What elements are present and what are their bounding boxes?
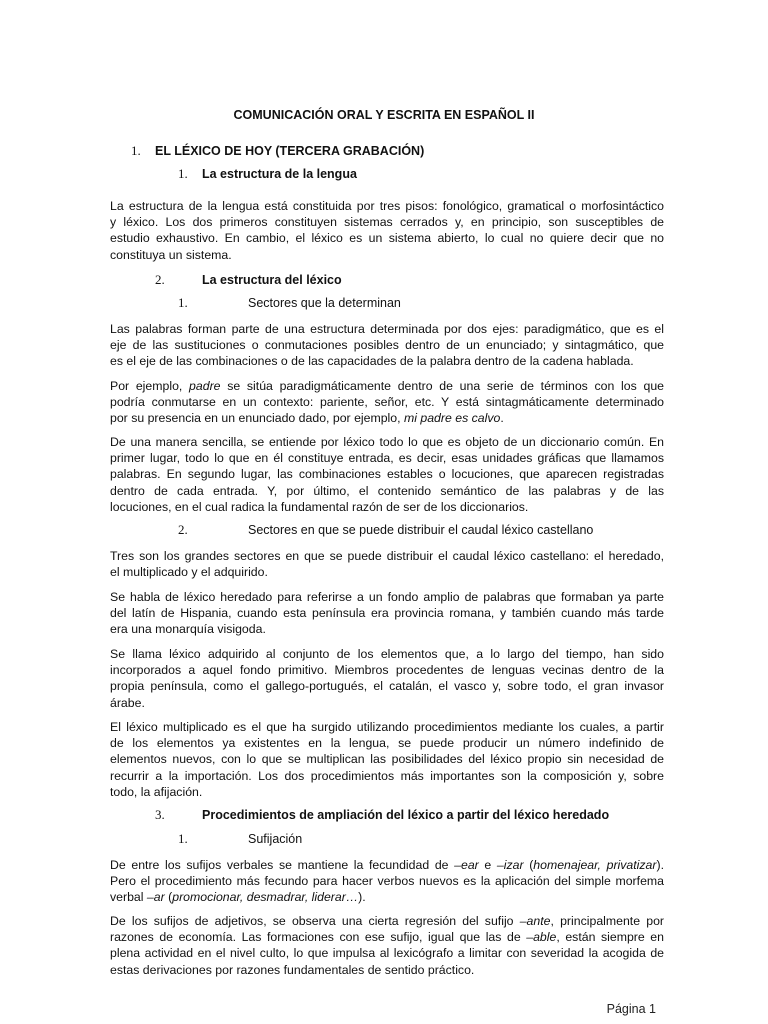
paragraph-line: es el eje de las combinaciones o de las capacidades de la palabra dentro de la cadena hablada.	[110, 354, 634, 369]
paragraph-line: Se llama léxico adquirido al conjunto de los elementos que, a lo largo del tiempo, han sido	[110, 647, 664, 661]
paragraph-line: podría conmutarse en un contexto: pariente, señor, etc. Y está sintagmáticamente determinado	[110, 395, 664, 410]
paragraph	[110, 857, 664, 906]
italic-term: –ar	[146, 890, 165, 905]
paragraph-line: y léxico. Los dos primeros constituyen sistemas cerrados y, en principio, son susceptibles de	[110, 215, 664, 230]
paragraph-line: Tres son los grandes sectores en que se puede distribuir el caudal léxico castellano: el heredado,	[110, 549, 664, 563]
paragraph-line: Las palabras forman parte de una estructura determinada por dos ejes: paradigmático, que es el	[110, 322, 664, 336]
subsubsection-number: 2.	[178, 522, 188, 537]
paragraph-line: El léxico multiplicado es el que ha surgido utilizando procedimientos mediante los cuales, a partir	[110, 720, 664, 734]
text-run: , principalmente por	[550, 914, 665, 928]
text-run: , están siempre en	[556, 930, 664, 945]
subsection-number: 1.	[178, 166, 188, 181]
italic-term: mi padre es calvo	[403, 411, 501, 426]
paragraph-line: palabras. En segundo lugar, las combinaciones estables o locuciones, que aparecen registradas	[110, 467, 664, 482]
paragraph	[110, 378, 664, 427]
italic-term: homenajear, privatizar	[533, 858, 657, 872]
paragraph-line: incorporados a aquel fondo primitivo. Miembros procedentes de lenguas vecinas dentro de la	[110, 663, 664, 678]
paragraph-line: De una manera sencilla, se entiende por léxico todo lo que es objeto de un diccionario común. En	[110, 435, 664, 449]
paragraph-line: Pero el procedimiento más fecundo para hacer verbos nuevos es la aplicación del simple morfema	[110, 874, 664, 889]
paragraph-line	[110, 889, 664, 905]
paragraph-line	[110, 378, 664, 394]
paragraph-line: plena actividad en el nivel culto, lo que impulsa al lexicógrafo a limitar con severidad la acogida de	[110, 946, 664, 961]
text-run: verbal	[110, 890, 144, 905]
paragraph	[110, 548, 664, 580]
paragraph-line: estas derivaciones por razones fundamentales de sentido práctico.	[110, 962, 475, 977]
text-run: (	[168, 890, 173, 905]
text-run: ).	[656, 858, 665, 872]
subsection-title: La estructura del léxico	[202, 273, 342, 287]
text-run: e	[484, 858, 492, 872]
paragraph	[110, 913, 664, 978]
paragraph-line: estudio exhaustivo. En cambio, el léxico es un sistema abierto, lo cual no quiere decir que no	[110, 231, 664, 246]
subsubsection-title: Sectores que la determinan	[248, 296, 401, 310]
paragraph	[110, 321, 664, 370]
paragraph-line: constituya un sistema.	[110, 247, 232, 262]
page-number: Página 1	[606, 1002, 656, 1016]
paragraph-line	[110, 929, 664, 945]
subsection-number: 2.	[155, 272, 165, 287]
section-title: EL LÉXICO DE HOY (TERCERA GRABACIÓN)	[155, 144, 425, 158]
italic-term: promocionar, desmadrar, liderar…	[172, 890, 359, 905]
text-run: De entre los sufijos verbales se mantiene la fecundidad de	[110, 858, 449, 872]
paragraph-line: elementos nuevos, con lo que se multiplican las posibilidades del léxico propio sin necesidad de	[110, 752, 664, 767]
paragraph-line: todo, la afijación.	[110, 784, 203, 799]
subsubsection-number: 1.	[178, 295, 188, 310]
text-run: razones de economía. Las formaciones con ese sufijo, igual que las de	[110, 930, 521, 945]
paragraph-line: eje de las sustituciones o conmutaciones posibles dentro de un enunciado; y sintagmático, que	[110, 338, 664, 353]
paragraph-line: propia península, como el gallego-portugués, el catalán, el vasco y, sobre todo, el gran invasor	[110, 679, 664, 694]
subsection-title: La estructura de la lengua	[202, 167, 357, 181]
text-run: .	[500, 411, 504, 426]
subsection-number: 3.	[155, 807, 165, 822]
document-title: COMUNICACIÓN ORAL Y ESCRITA EN ESPAÑOL II	[233, 108, 535, 122]
paragraph-line: el multiplicado y el adquirido.	[110, 565, 268, 580]
paragraph	[110, 719, 664, 800]
paragraph-line: árabe.	[110, 695, 145, 710]
paragraph-line: locuciones, en el cual radica la fundamental razón de ser de los diccionarios.	[110, 499, 529, 514]
subsubsection-title: Sufijación	[248, 832, 303, 846]
italic-term: –ear	[454, 858, 479, 872]
paragraph-line	[110, 857, 664, 873]
text-run: ).	[358, 890, 366, 905]
text-run: (	[529, 858, 534, 872]
paragraph	[110, 434, 664, 515]
paragraph-line	[110, 410, 664, 426]
paragraph-line: La estructura de la lengua está constituida por tres pisos: fonológico, gramatical o morfosintáctico	[110, 199, 664, 213]
text-run: por su presencia en un enunciado dado, por ejemplo,	[110, 411, 401, 426]
paragraph-line: recurrir a la importación. Los dos procedimientos más importantes son la composición y, sobre	[110, 768, 664, 783]
paragraph	[110, 646, 664, 711]
text-run: Por ejemplo,	[110, 379, 183, 393]
paragraph-line: de los elementos ya existentes en la lengua, se puede producir un número indefinido de	[110, 736, 664, 751]
subsubsection-title: Sectores en que se puede distribuir el caudal léxico castellano	[248, 523, 594, 537]
paragraph-line: era una monarquía visigoda.	[110, 622, 266, 637]
section-number: 1.	[131, 143, 141, 158]
paragraph-line: del latín de Hispania, cuando esta península era provincia romana, y también cuando más tarde	[110, 606, 664, 621]
italic-term: –ante	[519, 914, 551, 928]
paragraph	[110, 198, 664, 263]
text-run: se sitúa paradigmáticamente dentro de una serie de términos con los que	[227, 379, 664, 393]
subsection-title: Procedimientos de ampliación del léxico a partir del léxico heredado	[202, 808, 610, 822]
italic-term: padre	[189, 379, 221, 393]
paragraph-line: dentro de cada entrada. Y, por último, el contenido semántico de las palabras y de las	[110, 483, 664, 498]
paragraph-line: primer lugar, todo lo que en él constituye entrada, es decir, esas unidades gráficas que llamamos	[110, 451, 664, 466]
subsubsection-number: 1.	[178, 831, 188, 846]
italic-term: –izar	[496, 858, 524, 872]
paragraph-line	[110, 913, 664, 929]
italic-term: –able	[526, 930, 557, 945]
text-run: De los sufijos de adjetivos, se observa una cierta regresión del sufijo	[110, 914, 514, 928]
paragraph	[110, 589, 664, 638]
paragraph-line: Se habla de léxico heredado para referirse a un fondo amplio de palabras que formaban ya parte	[110, 590, 664, 604]
